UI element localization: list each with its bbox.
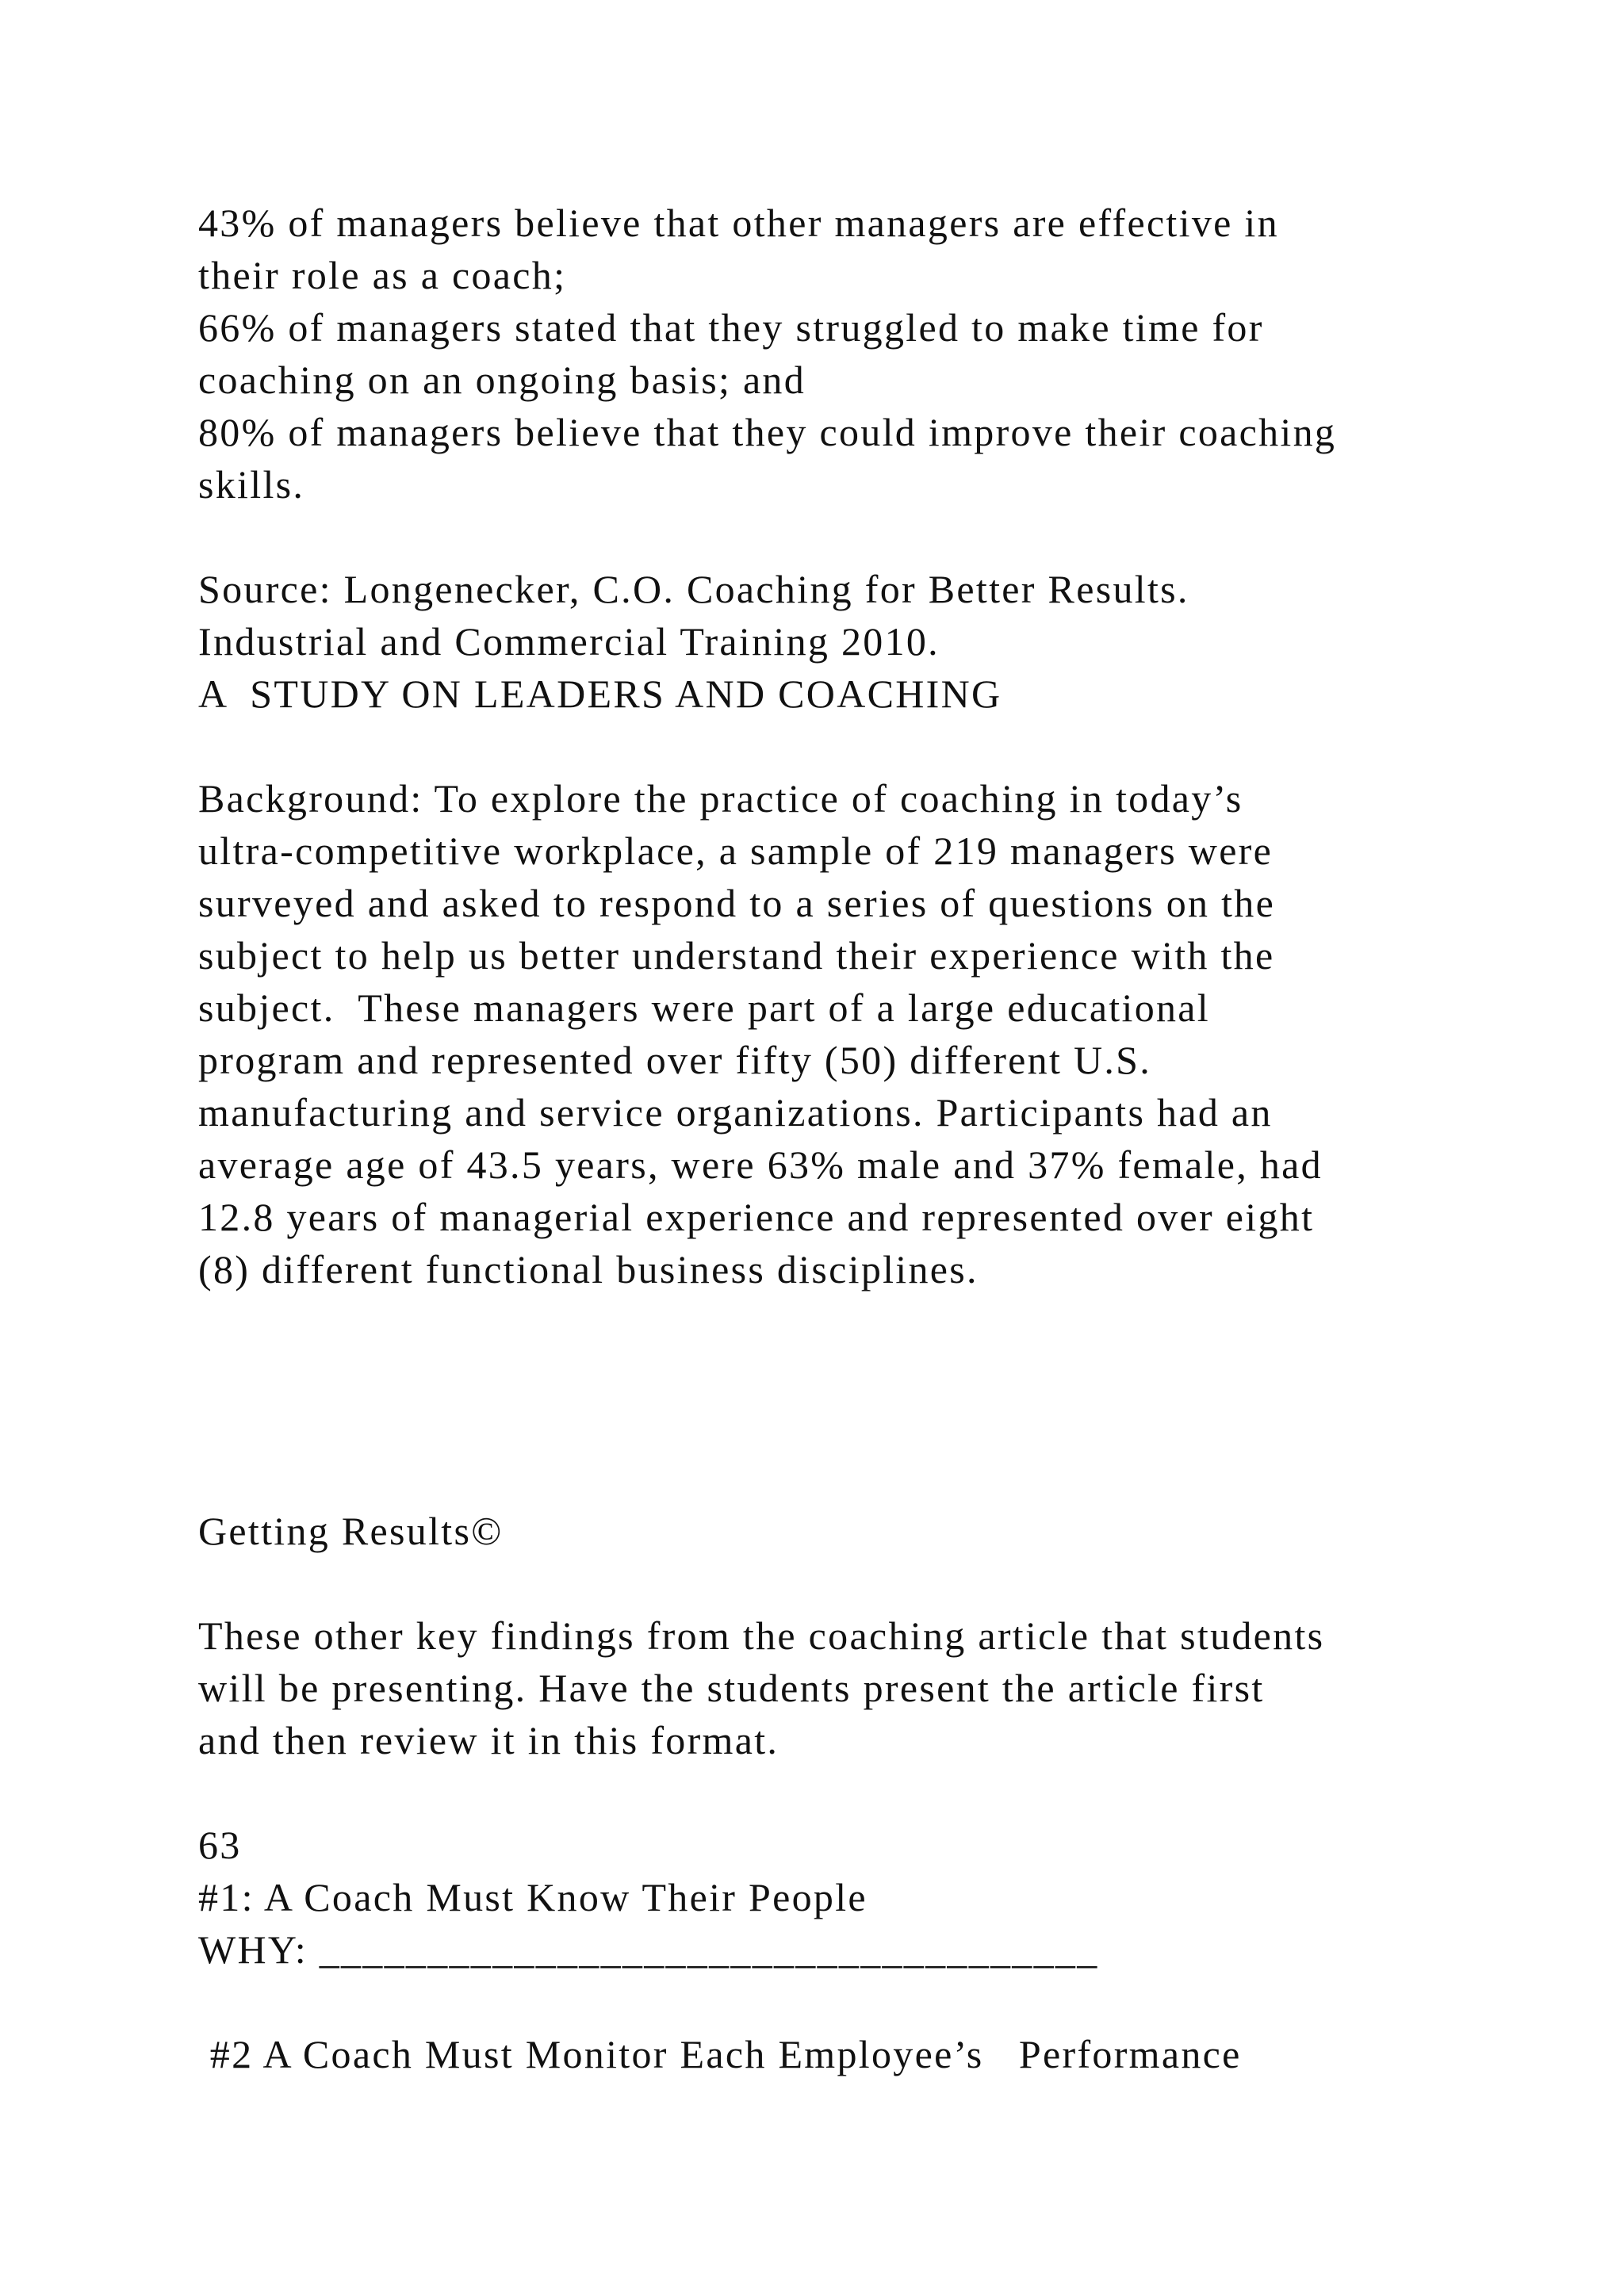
source-citation-line-1: Source: Longenecker, C.O. Coaching for Better Results. <box>198 567 1189 611</box>
text-line-findings-43: 43% of managers believe that other managers are effective in <box>198 201 1279 245</box>
background-paragraph-line-7: manufacturing and service organizations. Participants had an <box>198 1090 1273 1135</box>
finding-1-why-blank: WHY: ____________________________________ <box>198 1927 1099 1972</box>
background-paragraph-line-5: subject. These managers were part of a large educational <box>198 985 1210 1030</box>
finding-2-heading: #2 A Coach Must Monitor Each Employee’s Performance <box>198 2032 1242 2076</box>
background-paragraph-line-8: average age of 43.5 years, were 63% male and 37% female, had <box>198 1142 1323 1187</box>
text-line-findings-66-cont: coaching on an ongoing basis; and <box>198 358 806 402</box>
instructions-line-3: and then review it in this format. <box>198 1718 779 1762</box>
background-paragraph-line-3: surveyed and asked to respond to a series of questions on the <box>198 881 1276 925</box>
page-number: 63 <box>198 1823 242 1867</box>
instructions-line-2: will be presenting. Have the students present the article first <box>198 1666 1265 1710</box>
source-citation-line-2: Industrial and Commercial Training 2010. <box>198 619 940 664</box>
background-paragraph-line-6: program and represented over fifty (50) different U.S. <box>198 1038 1152 1082</box>
instructions-line-1: These other key findings from the coaching article that students <box>198 1613 1325 1658</box>
background-paragraph-line-1: Background: To explore the practice of coaching in today’s <box>198 776 1243 821</box>
text-line-findings-43-cont: their role as a coach; <box>198 253 567 297</box>
text-line-findings-80: 80% of managers believe that they could improve their coaching <box>198 410 1337 454</box>
background-paragraph-line-10: (8) different functional business disciplines. <box>198 1247 979 1292</box>
finding-1-heading: #1: A Coach Must Know Their People <box>198 1875 868 1919</box>
text-line-findings-66: 66% of managers stated that they struggled to make time for <box>198 305 1264 350</box>
section-heading-study: A STUDY ON LEADERS AND COACHING <box>198 672 1002 716</box>
text-line-findings-80-cont: skills. <box>198 462 305 507</box>
background-paragraph-line-9: 12.8 years of managerial experience and represented over eight <box>198 1195 1315 1239</box>
heading-getting-results: Getting Results© <box>198 1509 504 1553</box>
background-paragraph-line-2: ultra-competitive workplace, a sample of 219 managers were <box>198 828 1274 873</box>
background-paragraph-line-4: subject to help us better understand their experience with the <box>198 933 1275 978</box>
